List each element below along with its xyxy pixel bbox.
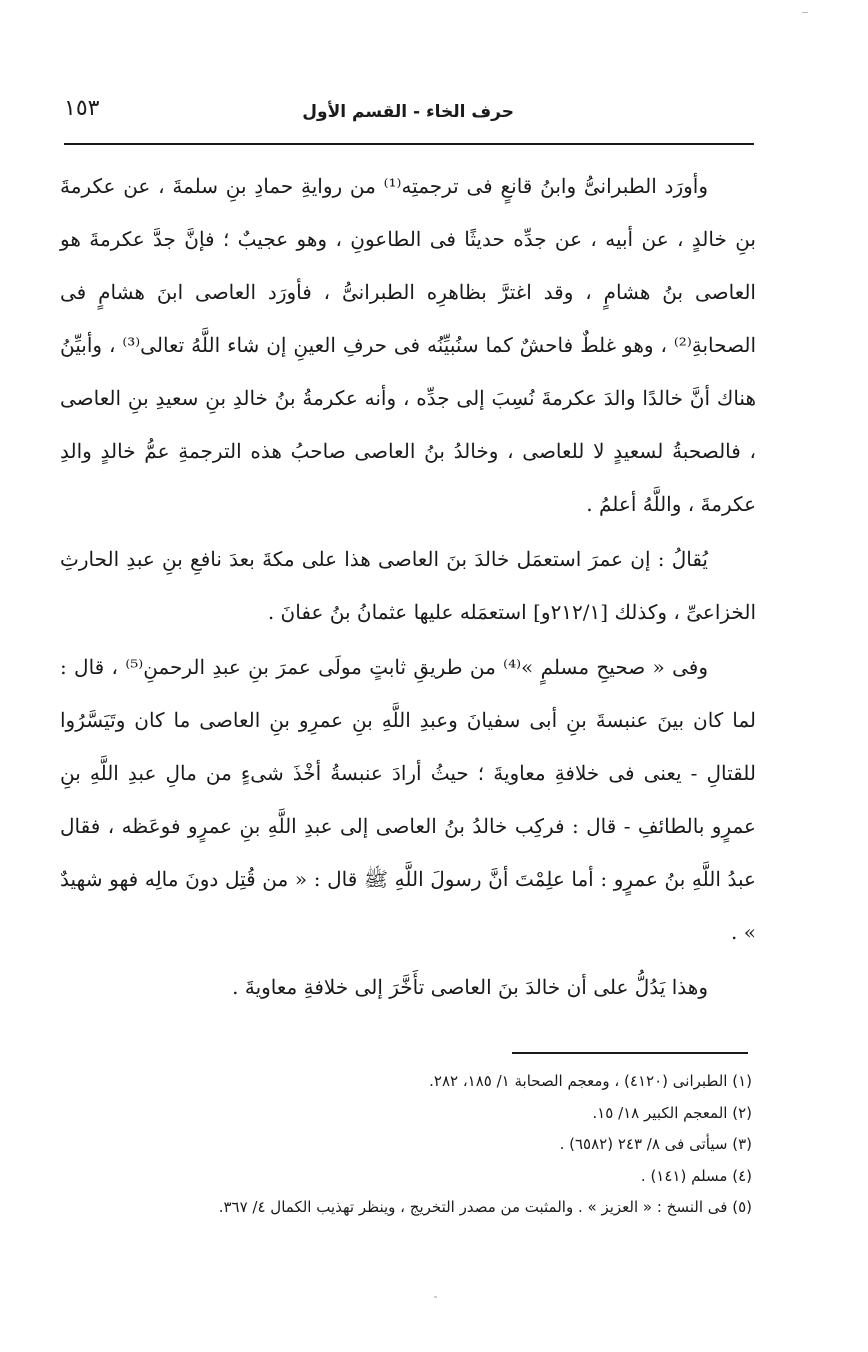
footnote: (٤) مسلم (١٤١) . [640, 1166, 752, 1185]
header-rule [64, 143, 754, 145]
page-number: ١٥٣ [64, 96, 100, 121]
scan-speck [434, 1296, 437, 1298]
footnotes [100, 1066, 752, 1224]
main-text [60, 160, 756, 1016]
footnote: (٣) سيأتى فى ٨/ ٢٤٣ (٦٥٨٢) . [559, 1135, 752, 1153]
paragraph: يُقالُ : إن عمرَ استعمَل خالدَ بنَ العاصى هذا على مكةَ بعدَ نافعِ بنِ عبدِ الحارثِ الخزاعىِّ ، وكذلك [٢١٢/١و] استعمَله عليها عثمانُ بنُ عفانَ . [60, 547, 756, 624]
footnote: (٢) المعجم الكبير ١٨/ ١٥. [592, 1103, 752, 1122]
paragraph: وهذا يَدُلُّ على أن خالدَ بنَ العاصى تأَخَّرَ إلى خلافةِ معاويةَ . [232, 975, 708, 999]
page-header [64, 96, 754, 132]
footnote-rule [512, 1052, 748, 1054]
paragraph: وفى « صحيحِ مسلمٍ »⁽⁴⁾ من طريقِ ثابتٍ مولَى عمرَ بنِ عبدِ الرحمنِ⁽⁵⁾ ، قال : لما كان بينَ عنبسةَ بنِ أبى سفيانَ وعبدِ اللَّهِ بنِ عمرِو بنِ العاصى ما كان وتَيَسَّرُوا للقتالِ - يعنى فى خلافةِ معاويةَ ؛ حيثُ أرادَ عنبسةُ أخْذَ شىءٍ من مالِ عبدِ اللَّهِ بنِ عمرٍو بالطائفِ - قال : فركِب خالدُ بنُ العاصى إلى عبدِ اللَّهِ بنِ عمرٍو فوعَظه ، فقال عبدُ اللَّهِ بنُ عمرٍو : أما علِمْتَ أنَّ رسولَ اللَّهِ ﷺ قال : « من قُتِل دونَ مالِه فهو شهيدٌ » . [60, 655, 756, 944]
footnote: (٥) فى النسخ : « العزيز » . والمثبت من مصدر التخريج ، وينظر تهذيب الكمال ٤/ ٣٦٧. [218, 1198, 752, 1216]
footnote: (١) الطبرانى (٤١٢٠) ، ومعجم الصحابة ١/ ١٨٥، ٢٨٢. [429, 1072, 752, 1090]
paragraph: وأورَد الطبرانىُّ وابنُ قانعٍ فى ترجمتِه⁽¹⁾ من روايةِ حمادِ بنِ سلمةَ ، عن عكرمةَ بنِ خالدٍ ، عن أبيه ، عن جدِّه حديثًا فى الطاعونِ ، وهو عجيبٌ ؛ فإنَّ جدَّ عكرمةَ هو العاصى بنُ هشامٍ ، وقد اغترَّ بظاهرِه الطبرانىُّ ، فأورَد العاصى ابنَ هشامٍ فى الصحابةِ⁽²⁾ ، وهو غلطٌ فاحشٌ كما سنُبيِّنُه فى حرفِ العينِ إن شاء اللَّهُ تعالى⁽³⁾ ، وأبيِّنُ هناك أنَّ خالدًا والدَ عكرمةَ نُسِبَ إلى جدِّه ، وأنه عكرمةُ بنُ خالدِ بنِ سعيدِ بنِ العاصى ، فالصحبةُ لسعيدٍ لا للعاصى ، وخالدُ بنُ العاصى صاحبُ هذه الترجمةِ عمُّ خالدٍ والدِ عكرمةَ ، واللَّهُ أعلمُ . [60, 174, 757, 516]
scan-mark [802, 12, 808, 13]
running-title: حرف الخاء - القسم الأول [302, 102, 514, 122]
